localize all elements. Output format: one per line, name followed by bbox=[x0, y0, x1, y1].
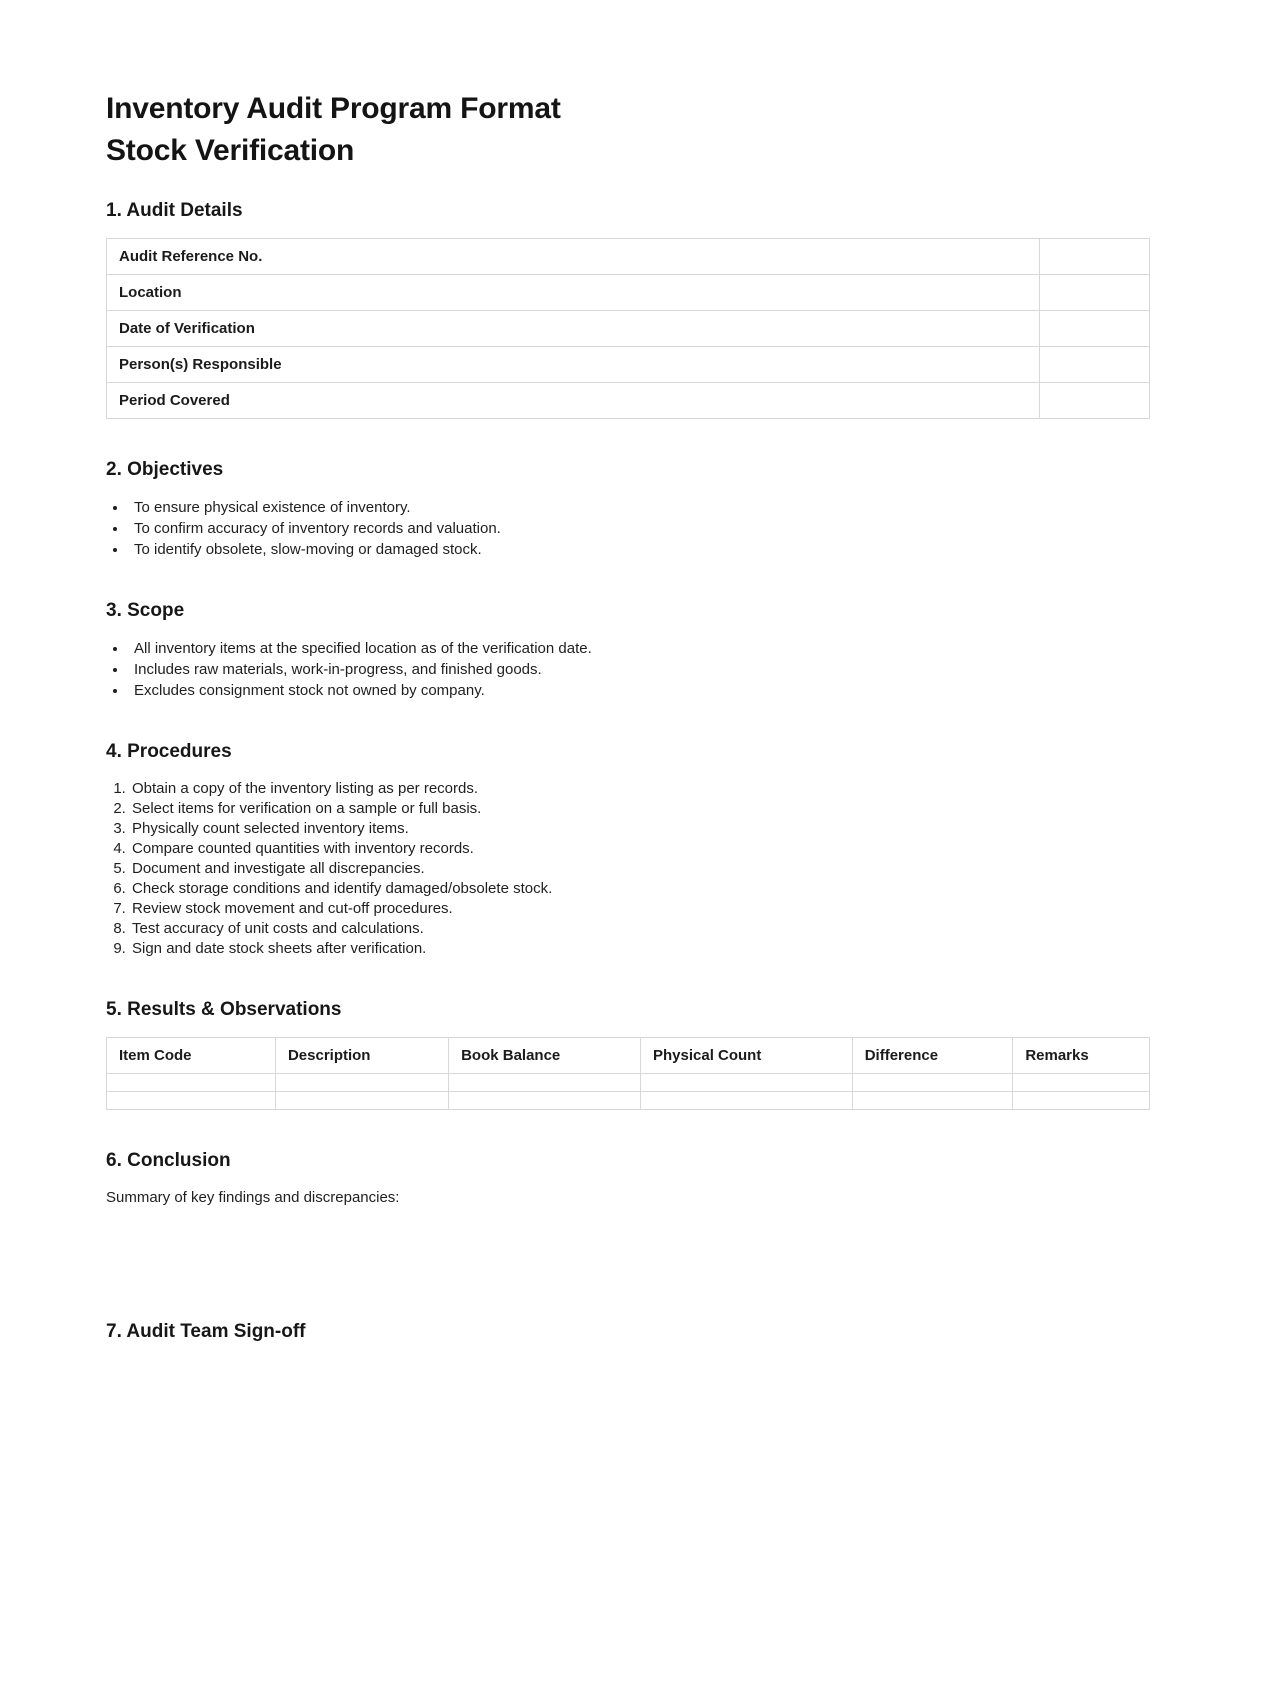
table-row bbox=[107, 311, 1150, 347]
table-row bbox=[107, 275, 1150, 311]
table-row bbox=[107, 1092, 1150, 1110]
title-line-2: Stock Verification bbox=[106, 134, 355, 167]
heading-results: 5. Results & Observations bbox=[106, 999, 342, 1020]
table-header-row bbox=[107, 1038, 1150, 1074]
empty-cell bbox=[449, 1074, 641, 1092]
procedures-list bbox=[106, 779, 1150, 959]
column-header-description: Description bbox=[275, 1038, 448, 1074]
list-item: 7. Review stock movement and cut-off procedures. bbox=[130, 899, 1150, 919]
signoff-section-clipped bbox=[106, 1319, 1150, 1343]
list-item: 4. Compare counted quantities with inventory records. bbox=[130, 839, 1150, 859]
list-item: 8. Test accuracy of unit costs and calculations. bbox=[130, 919, 1150, 939]
table-row bbox=[107, 239, 1150, 275]
empty-cell bbox=[1013, 1092, 1150, 1110]
empty-cell bbox=[275, 1074, 448, 1092]
column-header-book-balance: Book Balance bbox=[449, 1038, 641, 1074]
list-item: 3. Physically count selected inventory items. bbox=[130, 819, 1150, 839]
detail-value-empty bbox=[1040, 275, 1150, 311]
list-item: • Excludes consignment stock not owned by company. bbox=[128, 680, 1150, 701]
detail-label: Period Covered bbox=[107, 383, 1040, 419]
empty-cell bbox=[1013, 1074, 1150, 1092]
heading-audit-details: 1. Audit Details bbox=[106, 200, 243, 221]
audit-details-table bbox=[106, 238, 1150, 419]
column-header-difference: Difference bbox=[852, 1038, 1013, 1074]
list-item: 5. Document and investigate all discrepancies. bbox=[130, 859, 1150, 879]
empty-cell bbox=[107, 1074, 276, 1092]
document-content bbox=[106, 0, 1150, 1343]
detail-label: Person(s) Responsible bbox=[107, 347, 1040, 383]
title-line-1: Inventory Audit Program Format bbox=[106, 92, 561, 125]
list-item: 1. Obtain a copy of the inventory listing as per records. bbox=[130, 779, 1150, 799]
scope-list bbox=[106, 638, 1150, 701]
list-item: • To identify obsolete, slow-moving or damaged stock. bbox=[128, 539, 1150, 560]
list-item: 2. Select items for verification on a sample or full basis. bbox=[130, 799, 1150, 819]
empty-cell bbox=[449, 1092, 641, 1110]
detail-label: Audit Reference No. bbox=[107, 239, 1040, 275]
table-row bbox=[107, 383, 1150, 419]
heading-procedures: 4. Procedures bbox=[106, 741, 232, 762]
empty-cell bbox=[852, 1092, 1013, 1110]
table-row bbox=[107, 347, 1150, 383]
list-item: • To ensure physical existence of inventory. bbox=[128, 497, 1150, 518]
heading-scope: 3. Scope bbox=[106, 600, 185, 621]
list-item: • Includes raw materials, work-in-progress, and finished goods. bbox=[128, 659, 1150, 680]
results-table bbox=[106, 1037, 1150, 1110]
list-item: 6. Check storage conditions and identify damaged/obsolete stock. bbox=[130, 879, 1150, 899]
empty-cell bbox=[640, 1074, 852, 1092]
list-item: • To confirm accuracy of inventory records and valuation. bbox=[128, 518, 1150, 539]
detail-value-empty bbox=[1040, 239, 1150, 275]
list-item: 9. Sign and date stock sheets after verification. bbox=[130, 939, 1150, 959]
table-row bbox=[107, 1074, 1150, 1092]
empty-cell bbox=[107, 1092, 276, 1110]
detail-label: Location bbox=[107, 275, 1040, 311]
conclusion-summary-text: Summary of key findings and discrepancies: bbox=[106, 1189, 400, 1206]
detail-value-empty bbox=[1040, 383, 1150, 419]
heading-audit-team-signoff: 7. Audit Team Sign-off bbox=[106, 1321, 306, 1342]
list-item: • All inventory items at the specified location as of the verification date. bbox=[128, 638, 1150, 659]
empty-cell bbox=[275, 1092, 448, 1110]
empty-cell bbox=[852, 1074, 1013, 1092]
detail-value-empty bbox=[1040, 311, 1150, 347]
objectives-list bbox=[106, 497, 1150, 560]
column-header-remarks: Remarks bbox=[1013, 1038, 1150, 1074]
detail-label: Date of Verification bbox=[107, 311, 1040, 347]
detail-value-empty bbox=[1040, 347, 1150, 383]
column-header-physical-count: Physical Count bbox=[640, 1038, 852, 1074]
empty-cell bbox=[640, 1092, 852, 1110]
column-header-item-code: Item Code bbox=[107, 1038, 276, 1074]
page-title bbox=[106, 88, 1150, 172]
heading-objectives: 2. Objectives bbox=[106, 459, 224, 480]
heading-conclusion: 6. Conclusion bbox=[106, 1150, 231, 1171]
